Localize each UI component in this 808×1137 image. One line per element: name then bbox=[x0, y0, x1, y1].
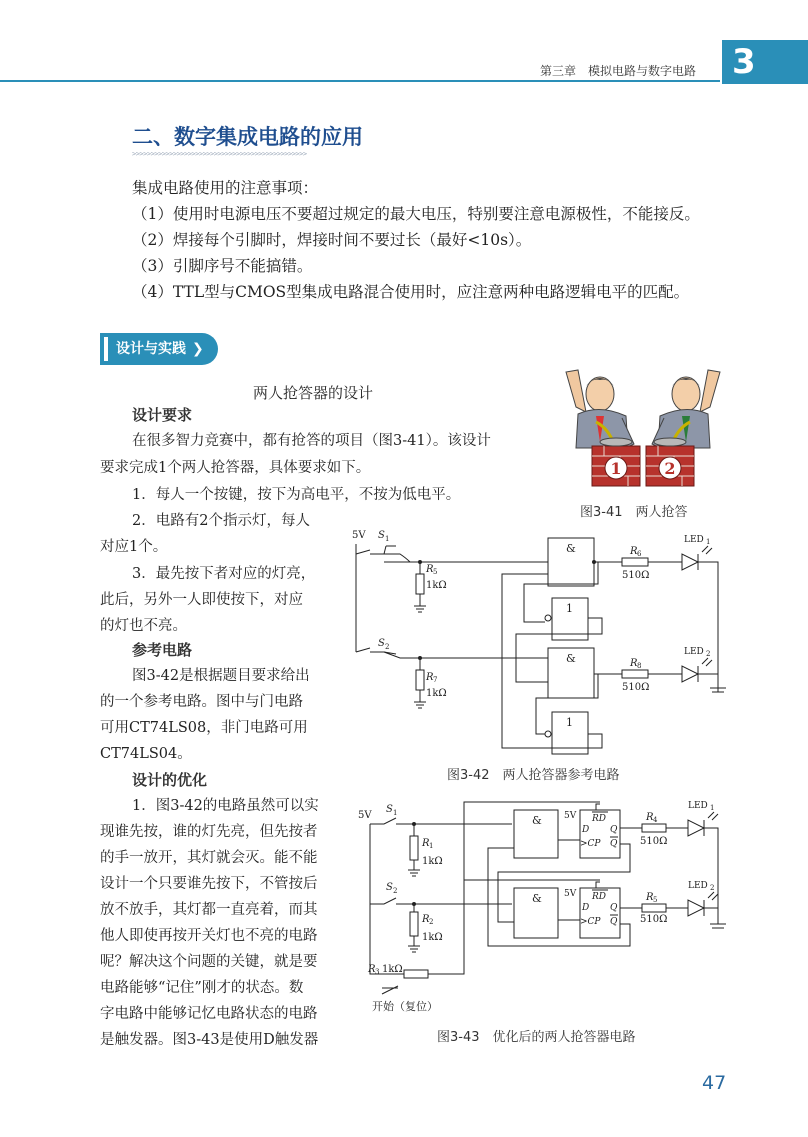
switch-s1-label: S bbox=[386, 804, 393, 815]
practice-tab-label: 设计与实践 bbox=[116, 341, 186, 357]
supply-label: 5V bbox=[352, 530, 366, 541]
reference-line: 图3-42是根据题目要求给出 bbox=[132, 668, 310, 684]
resistor-r3 bbox=[404, 970, 428, 978]
led2-label: LED bbox=[684, 647, 704, 657]
r5-value: 1kΩ bbox=[426, 580, 447, 591]
note-item: （3）引脚序号不能搞错。 bbox=[132, 257, 313, 275]
note-item: （2）焊接每个引脚时，焊接时间不要过长（最好<10s）。 bbox=[132, 231, 532, 249]
switch-s2-sub: 2 bbox=[385, 643, 390, 651]
note-item: （1）使用时电源电压不要超过规定的最大电压，特别要注意电源极性，不能接反。 bbox=[132, 205, 700, 223]
section-title-underline: >>>>>>>>>>>>>>>>>>>>>>>>>>>>>>>>>>>>>>>>>>>>>>> bbox=[132, 150, 307, 158]
led1-label: LED bbox=[688, 801, 708, 811]
r6-value: 510Ω bbox=[622, 570, 650, 581]
switch-s1-label: S bbox=[378, 530, 385, 541]
r7-sub: 7 bbox=[433, 676, 438, 684]
reference-line: CT74LS04。 bbox=[100, 746, 192, 762]
ff-q-label: Q bbox=[610, 825, 618, 835]
r3-sub: 3 bbox=[375, 968, 380, 976]
optimization-line: 字电路中能够记忆电路状态的电路 bbox=[100, 1006, 318, 1022]
r2-label: R bbox=[422, 914, 430, 925]
optimization-line: 呢？解决这个问题的关键，就是要 bbox=[100, 954, 318, 970]
led1-sub: 1 bbox=[706, 538, 711, 546]
header-rule bbox=[0, 80, 720, 82]
optimization-line: 电路能够“记住”刚才的状态。数 bbox=[100, 980, 304, 996]
optimization-line: 设计一个只要谁先按下，不管按后 bbox=[100, 876, 318, 892]
switch-s2-sub: 2 bbox=[393, 887, 398, 895]
figure-3-41-illustration bbox=[548, 352, 738, 492]
requirements-line: 3．最先按下者对应的灯亮， bbox=[132, 566, 316, 582]
figure-3-43-circuit bbox=[352, 796, 742, 1024]
r4-sub: 4 bbox=[653, 816, 658, 824]
led1-label: LED bbox=[684, 535, 704, 545]
requirements-line: 此后，另外一人即使按下，对应 bbox=[100, 592, 303, 608]
optimization-line: 现谁先按，谁的灯先亮，但先按者 bbox=[100, 824, 318, 840]
supply-label: 5V bbox=[358, 810, 372, 821]
r1-label: R bbox=[422, 838, 430, 849]
practice-section-tab bbox=[100, 333, 218, 365]
contestant-left bbox=[566, 370, 634, 448]
figure-3-43-caption: 图3-43 优化后的两人抢答器电路 bbox=[437, 1030, 636, 1045]
contestant-right bbox=[652, 370, 720, 448]
chevron-right-icon: ❯ bbox=[192, 341, 204, 357]
requirements-heading: 设计要求 bbox=[132, 406, 193, 424]
badge-number: 1 bbox=[610, 459, 622, 478]
requirements-line: 2．电路有2个指示灯，每人 bbox=[132, 513, 310, 529]
r2-value: 1kΩ bbox=[422, 932, 443, 943]
led2-sub: 2 bbox=[706, 650, 711, 658]
optimization-line: 是触发器。图3-43是使用D触发器 bbox=[100, 1032, 319, 1048]
r3-value: 1kΩ bbox=[382, 964, 403, 975]
r6-sub: 6 bbox=[637, 550, 642, 558]
ff-qbar-label: Q bbox=[610, 917, 618, 927]
and-gate-symbol: & bbox=[532, 814, 542, 827]
led1-sub: 1 bbox=[710, 804, 715, 812]
switch-s2-label: S bbox=[378, 638, 385, 649]
section-title: 二、数字集成电路的应用 bbox=[132, 125, 363, 149]
resistor-r8 bbox=[622, 670, 648, 678]
r4-label: R bbox=[646, 812, 654, 823]
r6-label: R bbox=[630, 546, 638, 557]
r3-label: R bbox=[368, 964, 376, 975]
r5-label: R bbox=[426, 564, 434, 575]
ff-supply-label: 5V bbox=[564, 889, 577, 899]
resistor-r4 bbox=[642, 824, 666, 832]
badge-number: 2 bbox=[664, 459, 676, 478]
r8-sub: 8 bbox=[637, 662, 642, 670]
figure-3-41-caption: 图3-41 两人抢答 bbox=[580, 505, 688, 520]
requirements-line: 在很多智力竞赛中，都有抢答的项目（图3-41）。该设计 bbox=[132, 433, 491, 449]
usage-notes bbox=[132, 175, 732, 305]
and-gate-symbol: & bbox=[566, 652, 576, 665]
r8-value: 510Ω bbox=[622, 682, 650, 693]
ff-d-label: D bbox=[582, 825, 590, 835]
reset-label: 开始（复位） bbox=[372, 1000, 438, 1013]
optimization-line: 他人即使再按开关灯也不亮的电路 bbox=[100, 928, 318, 944]
ff-q-label: Q bbox=[610, 903, 618, 913]
reference-heading: 参考电路 bbox=[132, 641, 193, 659]
not-gate-symbol: 1 bbox=[566, 716, 573, 729]
ff-cp-label: >CP bbox=[580, 917, 601, 927]
r5-sub: 5 bbox=[653, 896, 658, 904]
reference-line: 的一个参考电路。图中与门电路 bbox=[100, 694, 303, 710]
page-number: 47 bbox=[702, 1072, 727, 1094]
and-gate-symbol: & bbox=[532, 892, 542, 905]
figure-3-42-circuit bbox=[340, 522, 740, 762]
r1-sub: 1 bbox=[429, 842, 434, 850]
switch-s1-sub: 1 bbox=[385, 535, 390, 543]
resistor-r5 bbox=[642, 904, 666, 912]
figure-3-42-caption: 图3-42 两人抢答器参考电路 bbox=[447, 768, 620, 783]
resistor-r6 bbox=[622, 558, 648, 566]
chapter-running-title: 第三章 模拟电路与数字电路 bbox=[540, 64, 697, 78]
not-gate-symbol: 1 bbox=[566, 602, 573, 615]
led2-label: LED bbox=[688, 881, 708, 891]
optimization-line: 放不放手，其灯都一直亮着，而其 bbox=[100, 902, 318, 918]
r2-sub: 2 bbox=[429, 918, 434, 926]
ff-qbar-label: Q bbox=[610, 839, 618, 849]
r5-label: R bbox=[646, 892, 654, 903]
optimization-line: 的手一放开，其灯就会灭。能不能 bbox=[100, 850, 318, 866]
chapter-number-badge: 3 bbox=[722, 40, 808, 84]
requirements-line: 要求完成1个两人抢答器，具体要求如下。 bbox=[100, 460, 371, 476]
r5-sub: 5 bbox=[433, 568, 438, 576]
r5-value: 510Ω bbox=[640, 914, 668, 925]
reference-line: 可用CT74LS08，非门电路可用 bbox=[100, 720, 308, 736]
design-title: 两人抢答器的设计 bbox=[253, 384, 374, 402]
switch-s2-label: S bbox=[386, 882, 393, 893]
ff-supply-label: 5V bbox=[564, 811, 577, 821]
requirements-line: 对应1个。 bbox=[100, 539, 168, 555]
r4-value: 510Ω bbox=[640, 836, 668, 847]
requirements-line: 1．每人一个按键，按下为高电平，不按为低电平。 bbox=[132, 487, 461, 503]
note-item: （4）TTL型与CMOS型集成电路混合使用时，应注意两种电路逻辑电平的匹配。 bbox=[132, 283, 690, 301]
r8-label: R bbox=[630, 658, 638, 669]
and-gate-symbol: & bbox=[566, 542, 576, 555]
ff-cp-label: >CP bbox=[580, 839, 601, 849]
ff-rd-label: RD bbox=[592, 814, 606, 824]
ff-d-label: D bbox=[582, 903, 590, 913]
requirements-line: 的灯也不亮。 bbox=[100, 618, 187, 634]
led2-sub: 2 bbox=[710, 884, 715, 892]
optimization-heading: 设计的优化 bbox=[132, 771, 208, 789]
optimization-line: 1．图3-42的电路虽然可以实 bbox=[132, 798, 319, 814]
r1-value: 1kΩ bbox=[422, 856, 443, 867]
r7-label: R bbox=[426, 672, 434, 683]
switch-s1-sub: 1 bbox=[393, 809, 398, 817]
r7-value: 1kΩ bbox=[426, 688, 447, 699]
notes-intro: 集成电路使用的注意事项： bbox=[132, 179, 319, 197]
ff-rd-label: RD bbox=[592, 892, 606, 902]
